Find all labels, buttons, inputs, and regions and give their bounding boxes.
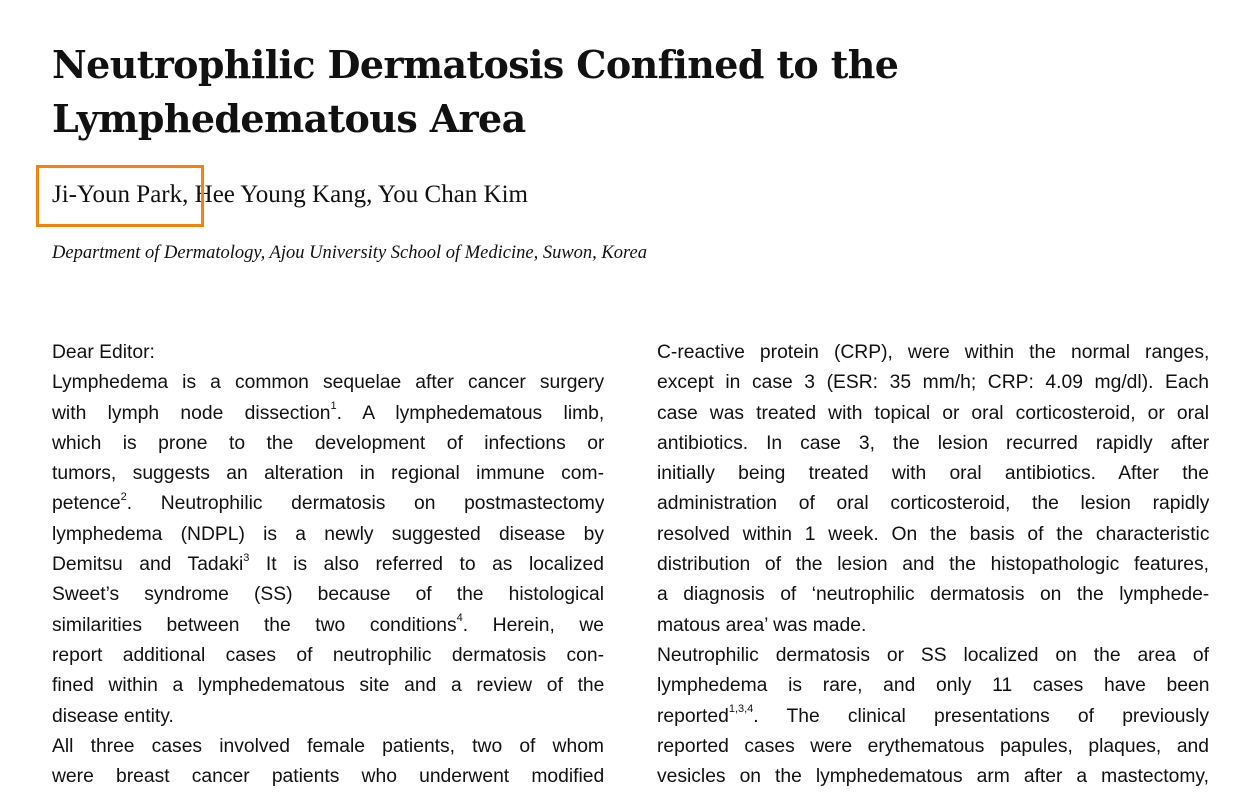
right-column-line: [657, 429, 1209, 459]
author-first[interactable]: Ji-Youn Park,: [52, 181, 189, 208]
line-text: except in case 3 (ESR: 35 mm/h; CRP: 4.09 mg/dl). Each: [657, 372, 1209, 394]
left-column-line: [52, 550, 604, 580]
left-column-line: [52, 762, 604, 792]
citation-superscript[interactable]: 4: [456, 612, 463, 625]
citation-superscript[interactable]: 1: [330, 400, 337, 413]
left-column-line: [52, 429, 604, 459]
line-text: All three cases involved female patients, two of whom: [52, 735, 604, 757]
body-column-left: [52, 338, 604, 792]
left-column-line: [52, 702, 604, 732]
line-text: distribution of the lesion and the histopathologic features,: [657, 554, 1209, 576]
line-text-after-citation: . The clinical presentations of previously: [753, 705, 1209, 727]
line-text: administration of oral corticosteroid, the lesion rapidly: [657, 493, 1209, 515]
right-column-line: [657, 641, 1209, 671]
right-column-line: [657, 550, 1209, 580]
highlight-box: [36, 165, 204, 227]
line-text: petence: [52, 493, 121, 515]
line-text: similarities between the two conditions: [52, 614, 457, 636]
right-column-line: [657, 489, 1209, 519]
line-text: a diagnosis of ‘neutrophilic dermatosis on the lymphede-: [657, 584, 1209, 606]
line-text: fined within a lymphedematous site and a review of the: [52, 675, 604, 697]
line-text: reported cases were erythematous papules, plaques, and: [657, 735, 1209, 757]
left-column-line: [52, 399, 604, 429]
line-text: antibiotics. In case 3, the lesion recurred rapidly after: [657, 432, 1209, 454]
right-column-line: [657, 762, 1209, 792]
left-column-line: [52, 732, 604, 762]
citation-superscript[interactable]: 2: [120, 491, 127, 504]
right-column-line: [657, 732, 1209, 762]
article-title-line-2: Lymphedematous Area: [52, 96, 526, 141]
citation-superscript[interactable]: 3: [243, 551, 250, 564]
author-others: Hee Young Kang, You Chan Kim: [188, 181, 529, 208]
line-text: Sweet’s syndrome (SS) because of the histological: [52, 584, 604, 606]
line-text: with lymph node dissection: [52, 402, 331, 424]
right-column-line: [657, 702, 1209, 732]
line-text: C-reactive protein (CRP), were within the normal ranges,: [657, 342, 1209, 363]
line-text: reported: [657, 705, 729, 727]
line-text: Neutrophilic dermatosis or SS localized on the area of: [657, 644, 1209, 666]
body-column-right: [657, 338, 1209, 792]
line-text-after-citation: . Herein, we: [462, 614, 604, 636]
line-text: case was treated with topical or oral corticosteroid, or oral: [657, 402, 1209, 424]
line-text: lymphedema (NDPL) is a newly suggested disease by: [52, 523, 604, 545]
left-column-line: [52, 611, 604, 641]
line-text: Demitsu and Tadaki: [52, 554, 244, 576]
line-text: disease entity.: [52, 705, 174, 727]
left-column-line: [52, 641, 604, 671]
line-text: initially being treated with oral antibiotics. After the: [657, 463, 1209, 485]
left-column-line: [52, 459, 604, 489]
line-text: report additional cases of neutrophilic dermatosis con-: [52, 644, 604, 666]
line-text-after-citation: . Neutrophilic dermatosis on postmastectomy: [126, 493, 604, 515]
right-column-line: [657, 520, 1209, 550]
line-text: Dear Editor:: [52, 342, 155, 363]
line-text: which is prone to the development of infections or: [52, 432, 604, 454]
line-text-after-citation: It is also referred to as localized: [249, 554, 604, 576]
left-column-line: [52, 520, 604, 550]
line-text-after-citation: . A lymphedematous limb,: [336, 402, 604, 424]
left-column-line: [52, 338, 604, 368]
right-column-line: [657, 580, 1209, 610]
line-text: tumors, suggests an alteration in regional immune com-: [52, 463, 604, 485]
article-title: [52, 38, 1052, 146]
right-column-line: [657, 338, 1209, 368]
line-text: lymphedema is rare, and only 11 cases have been: [657, 675, 1209, 697]
line-text: vesicles on the lymphedematous arm after a mastectomy,: [657, 766, 1209, 788]
line-text: matous area’ was made.: [657, 614, 867, 636]
right-column-line: [657, 399, 1209, 429]
right-column-line: [657, 459, 1209, 489]
left-column-line: [52, 671, 604, 701]
left-column-line: [52, 489, 604, 519]
right-column-line: [657, 611, 1209, 641]
article-title-line-1: Neutrophilic Dermatosis Confined to the: [52, 42, 899, 87]
right-column-line: [657, 368, 1209, 398]
left-column-line: [52, 580, 604, 610]
affiliation: Department of Dermatology, Ajou University School of Medicine, Suwon, Korea: [52, 243, 647, 263]
left-column-line: [52, 368, 604, 398]
right-column-line: [657, 671, 1209, 701]
line-text: Lymphedema is a common sequelae after cancer surgery: [52, 372, 604, 394]
line-text: were breast cancer patients who underwent modified: [52, 766, 604, 788]
citation-superscript[interactable]: 1,3,4: [728, 703, 754, 716]
line-text: resolved within 1 week. On the basis of the characteristic: [657, 523, 1209, 545]
